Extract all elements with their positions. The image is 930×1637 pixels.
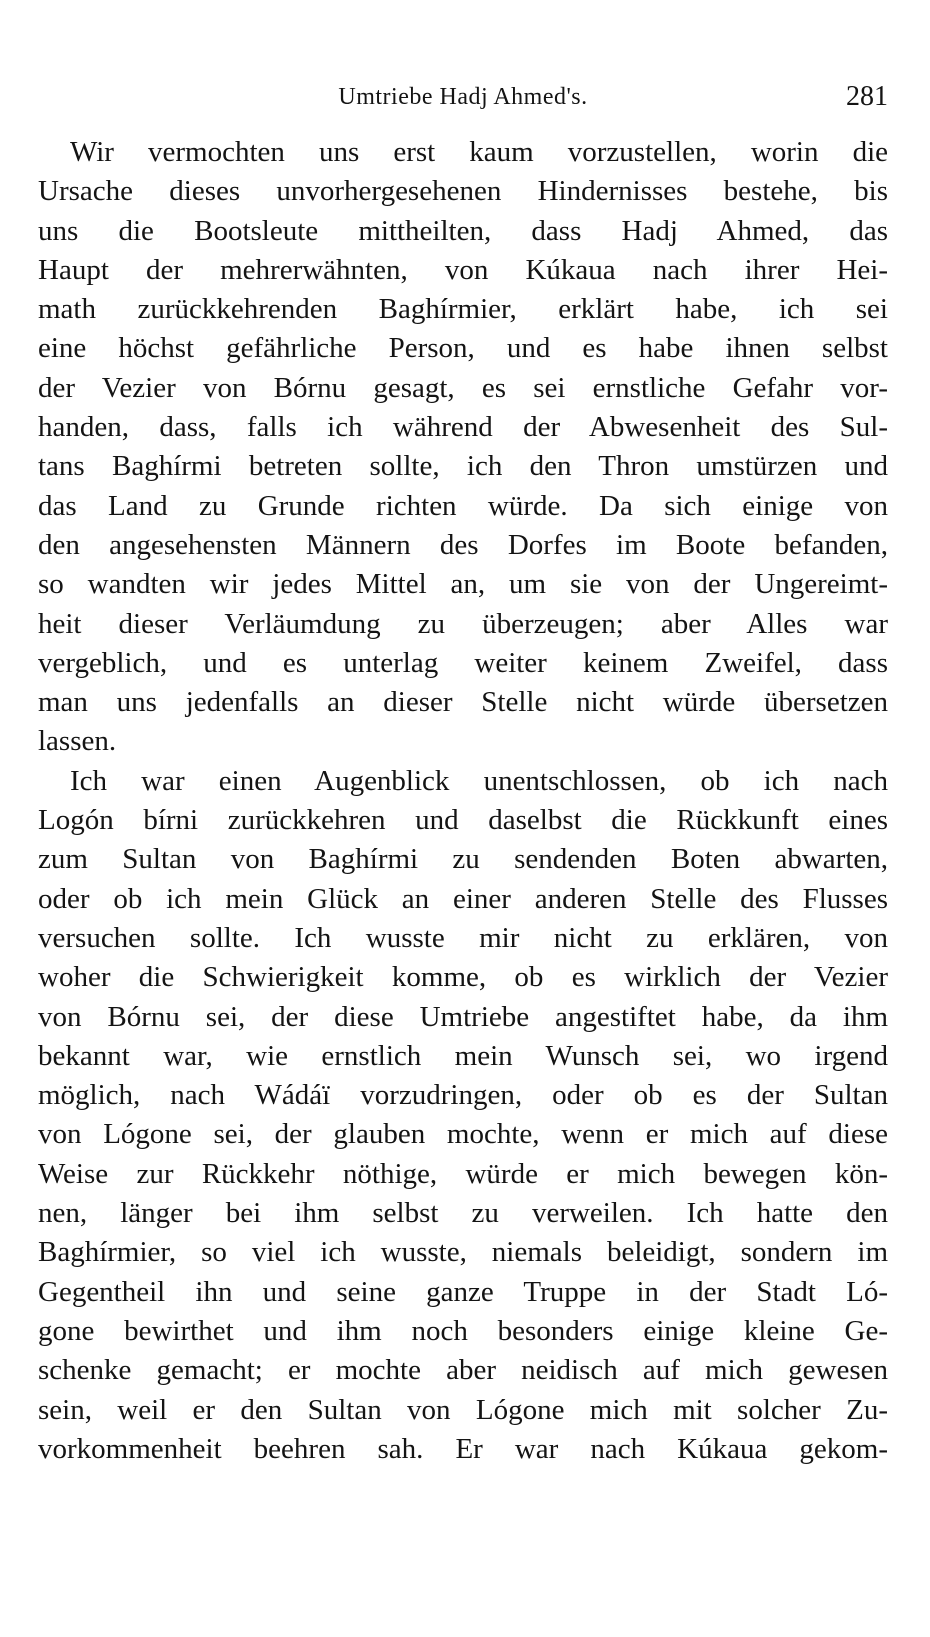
text-line: zum Sultan von Baghírmi zu sendenden Boten abwarten, bbox=[38, 843, 888, 876]
text-line: math zurückkehrenden Baghírmier, erklärt habe, ich sei bbox=[38, 293, 888, 326]
text-line: vergeblich, und es unterlag weiter keinem Zweifel, dass bbox=[38, 646, 888, 679]
running-header bbox=[38, 82, 888, 116]
text-line: vorkommenheit beehren sah. Er war nach Kúkaua gekom- bbox=[38, 1432, 888, 1465]
text-line: Ursache dieses unvorhergesehenen Hindernisses bestehe, bis bbox=[38, 175, 888, 208]
text-line: den angesehensten Männern des Dorfes im Boote befanden, bbox=[38, 528, 888, 561]
text-line: nen, länger bei ihm selbst zu verweilen. Ich hatte den bbox=[38, 1197, 888, 1230]
text-line: Baghírmier, so viel ich wusste, niemals beleidigt, sondern im bbox=[38, 1236, 888, 1269]
text-line: man uns jedenfalls an dieser Stelle nicht würde übersetzen bbox=[38, 686, 888, 719]
text-line: sein, weil er den Sultan von Lógone mich mit solcher Zu- bbox=[38, 1393, 888, 1426]
text-line: uns die Bootsleute mittheilten, dass Hadj Ahmed, das bbox=[38, 214, 888, 247]
text-line: Wir vermochten uns erst kaum vorzustellen, worin die bbox=[70, 136, 888, 168]
text-line: so wandten wir jedes Mittel an, um sie von der Ungereimt- bbox=[38, 568, 888, 601]
text-line: möglich, nach Wádáï vorzudringen, oder ob es der Sultan bbox=[38, 1079, 888, 1112]
text-line: Haupt der mehrerwähnten, von Kúkaua nach ihrer Hei- bbox=[38, 253, 888, 286]
running-title: Umtriebe Hadj Ahmed's. bbox=[338, 84, 588, 110]
text-line: heit dieser Verläumdung zu überzeugen; aber Alles war bbox=[38, 607, 888, 640]
body-text bbox=[38, 133, 888, 1469]
text-line: versuchen sollte. Ich wusste mir nicht zu erklären, von bbox=[38, 921, 888, 954]
text-line: bekannt war, wie ernstlich mein Wunsch sei, wo irgend bbox=[38, 1039, 888, 1072]
text-line: schenke gemacht; er mochte aber neidisch auf mich gewesen bbox=[38, 1354, 888, 1387]
text-line: lassen. bbox=[38, 725, 117, 758]
text-line: woher die Schwierigkeit komme, ob es wirklich der Vezier bbox=[38, 961, 888, 994]
page-number: 281 bbox=[846, 81, 888, 112]
text-line: Gegentheil ihn und seine ganze Truppe in der Stadt Ló- bbox=[38, 1275, 888, 1308]
paragraph-2 bbox=[38, 762, 888, 1469]
text-line: eine höchst gefährliche Person, und es habe ihnen selbst bbox=[38, 332, 888, 365]
text-line: von Lógone sei, der glauben mochte, wenn er mich auf diese bbox=[38, 1118, 888, 1151]
text-line: gone bewirthet und ihm noch besonders einige kleine Ge- bbox=[38, 1314, 888, 1347]
text-line: von Bórnu sei, der diese Umtriebe angestiftet habe, da ihm bbox=[38, 1000, 888, 1033]
text-line: Weise zur Rückkehr nöthige, würde er mich bewegen kön- bbox=[38, 1157, 888, 1190]
text-line: tans Baghírmi betreten sollte, ich den Thron umstürzen und bbox=[38, 450, 888, 483]
text-line: das Land zu Grunde richten würde. Da sich einige von bbox=[38, 489, 888, 522]
text-line: der Vezier von Bórnu gesagt, es sei ernstliche Gefahr vor- bbox=[38, 371, 888, 404]
text-line: handen, dass, falls ich während der Abwesenheit des Sul- bbox=[38, 411, 888, 444]
paragraph-1 bbox=[38, 133, 888, 762]
text-line: oder ob ich mein Glück an einer anderen Stelle des Flusses bbox=[38, 882, 888, 915]
text-line: Ich war einen Augenblick unentschlossen, ob ich nach bbox=[70, 764, 888, 797]
text-line: Logón bírni zurückkehren und daselbst die Rückkunft eines bbox=[38, 804, 888, 837]
